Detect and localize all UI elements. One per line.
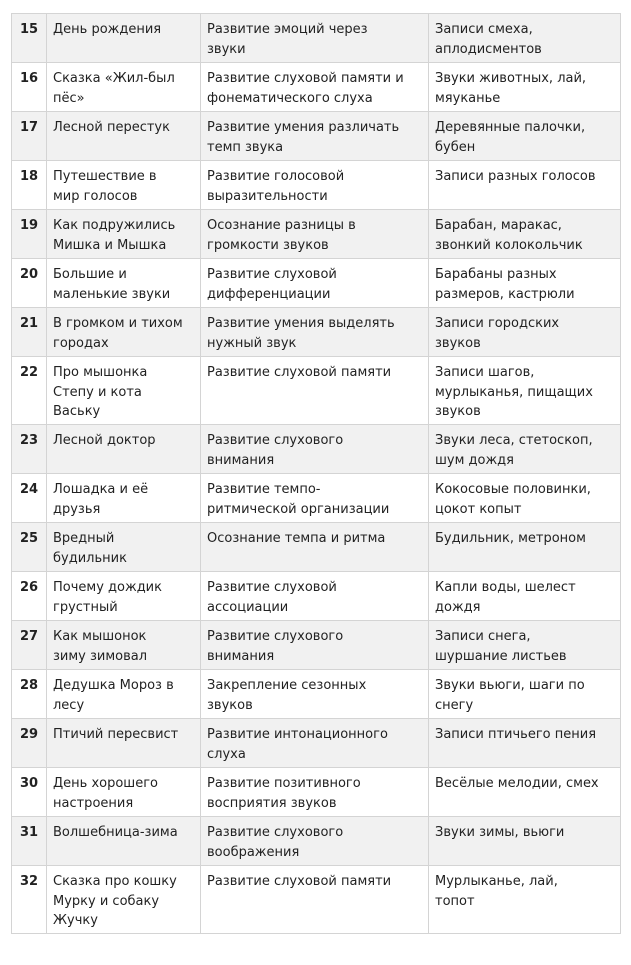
- lesson-title: Почему дождик грустный: [47, 572, 201, 621]
- lesson-goal: Развитие слуховой памяти и фонематического слуха: [201, 63, 429, 112]
- table-row: [12, 866, 621, 934]
- lesson-title: Сказка про кошку Мурку и собаку Жучку: [47, 866, 201, 934]
- lesson-number: 20: [12, 259, 47, 308]
- lesson-title: Про мышонка Степу и кота Ваську: [47, 357, 201, 425]
- lesson-number: 17: [12, 112, 47, 161]
- lesson-goal: Развитие слуховой памяти: [201, 357, 429, 425]
- lesson-material: Записи городских звуков: [429, 308, 621, 357]
- table-row: [12, 768, 621, 817]
- lesson-title: Лесной перестук: [47, 112, 201, 161]
- lesson-title: Большие и маленькие звуки: [47, 259, 201, 308]
- lesson-goal: Развитие умения выделять нужный звук: [201, 308, 429, 357]
- lesson-goal: Развитие эмоций через звуки: [201, 14, 429, 63]
- table-row: [12, 425, 621, 474]
- lesson-title: День хорошего настроения: [47, 768, 201, 817]
- lesson-goal: Закрепление сезонных звуков: [201, 670, 429, 719]
- lesson-number: 29: [12, 719, 47, 768]
- lesson-number: 16: [12, 63, 47, 112]
- lesson-material: Капли воды, шелест дождя: [429, 572, 621, 621]
- lesson-number: 32: [12, 866, 47, 934]
- table-row: [12, 308, 621, 357]
- table-row: [12, 259, 621, 308]
- lesson-title: Вредный будильник: [47, 523, 201, 572]
- lesson-goal: Развитие слуховой ассоциации: [201, 572, 429, 621]
- lesson-number: 26: [12, 572, 47, 621]
- lesson-title: В громком и тихом городах: [47, 308, 201, 357]
- lesson-plan-table: [11, 13, 621, 934]
- lesson-goal: Развитие слуховой дифференциации: [201, 259, 429, 308]
- table-row: [12, 474, 621, 523]
- table-row: [12, 523, 621, 572]
- lesson-material: Записи смеха, аплодисментов: [429, 14, 621, 63]
- lesson-number: 24: [12, 474, 47, 523]
- table-row: [12, 210, 621, 259]
- table-row: [12, 63, 621, 112]
- lesson-goal: Развитие позитивного восприятия звуков: [201, 768, 429, 817]
- lesson-goal: Осознание темпа и ритма: [201, 523, 429, 572]
- lesson-material: Звуки вьюги, шаги по снегу: [429, 670, 621, 719]
- lesson-material: Звуки леса, стетоскоп, шум дождя: [429, 425, 621, 474]
- lesson-number: 22: [12, 357, 47, 425]
- lesson-material: Записи снега, шуршание листьев: [429, 621, 621, 670]
- table-row: [12, 817, 621, 866]
- lesson-goal: Развитие слуховой памяти: [201, 866, 429, 934]
- lesson-title: Сказка «Жил-был пёс»: [47, 63, 201, 112]
- lesson-material: Звуки животных, лай, мяуканье: [429, 63, 621, 112]
- lesson-material: Барабаны разных размеров, кастрюли: [429, 259, 621, 308]
- lesson-title: Путешествие в мир голосов: [47, 161, 201, 210]
- lesson-material: Звуки зимы, вьюги: [429, 817, 621, 866]
- lesson-material: Записи птичьего пения: [429, 719, 621, 768]
- lesson-material: Барабан, маракас, звонкий колокольчик: [429, 210, 621, 259]
- lesson-title: Птичий пересвист: [47, 719, 201, 768]
- table-body: [12, 14, 621, 934]
- lesson-title: Волшебница-зима: [47, 817, 201, 866]
- table-row: [12, 719, 621, 768]
- lesson-material: Весёлые мелодии, смех: [429, 768, 621, 817]
- lesson-title: Как мышонок зиму зимовал: [47, 621, 201, 670]
- table-row: [12, 572, 621, 621]
- lesson-number: 25: [12, 523, 47, 572]
- lesson-goal: Развитие интонационного слуха: [201, 719, 429, 768]
- lesson-title: Как подружились Мишка и Мышка: [47, 210, 201, 259]
- lesson-goal: Развитие темпо- ритмической организации: [201, 474, 429, 523]
- lesson-material: Записи шагов, мурлыканья, пищащих звуков: [429, 357, 621, 425]
- lesson-title: Лесной доктор: [47, 425, 201, 474]
- lesson-goal: Развитие слухового воображения: [201, 817, 429, 866]
- lesson-number: 28: [12, 670, 47, 719]
- table-row: [12, 670, 621, 719]
- lesson-goal: Развитие слухового внимания: [201, 621, 429, 670]
- lesson-goal: Развитие слухового внимания: [201, 425, 429, 474]
- lesson-number: 15: [12, 14, 47, 63]
- lesson-number: 19: [12, 210, 47, 259]
- lesson-number: 30: [12, 768, 47, 817]
- lesson-number: 21: [12, 308, 47, 357]
- lesson-material: Мурлыканье, лай, топот: [429, 866, 621, 934]
- lesson-title: Дедушка Мороз в лесу: [47, 670, 201, 719]
- lesson-number: 18: [12, 161, 47, 210]
- lesson-material: Кокосовые половинки, цокот копыт: [429, 474, 621, 523]
- lesson-material: Деревянные палочки, бубен: [429, 112, 621, 161]
- table-row: [12, 112, 621, 161]
- table-row: [12, 14, 621, 63]
- lesson-title: Лошадка и её друзья: [47, 474, 201, 523]
- table-row: [12, 357, 621, 425]
- lesson-number: 23: [12, 425, 47, 474]
- lesson-number: 27: [12, 621, 47, 670]
- lesson-number: 31: [12, 817, 47, 866]
- lesson-title: День рождения: [47, 14, 201, 63]
- table-row: [12, 621, 621, 670]
- lesson-material: Записи разных голосов: [429, 161, 621, 210]
- table-row: [12, 161, 621, 210]
- lesson-goal: Развитие умения различать темп звука: [201, 112, 429, 161]
- lesson-goal: Осознание разницы в громкости звуков: [201, 210, 429, 259]
- lesson-goal: Развитие голосовой выразительности: [201, 161, 429, 210]
- lesson-material: Будильник, метроном: [429, 523, 621, 572]
